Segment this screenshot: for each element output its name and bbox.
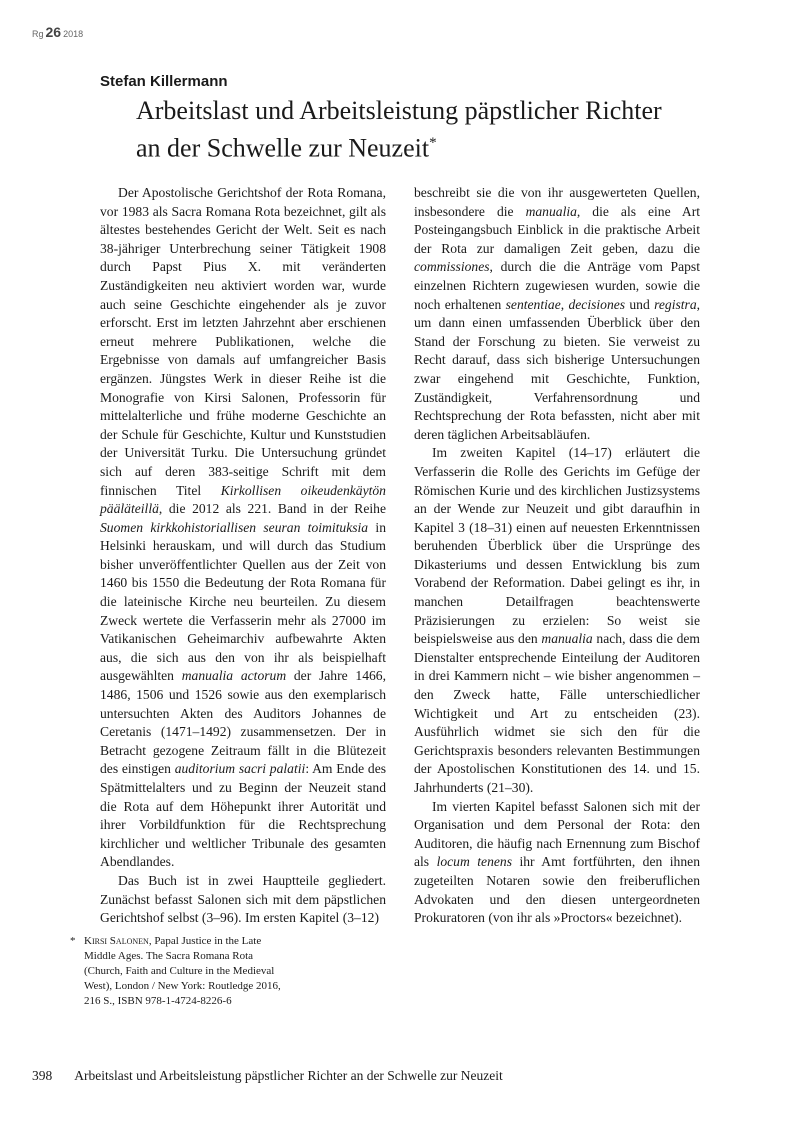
footnote-text: , Papal Justice in the Late Middle Ages. The Sacra Romana Rota (Church, Faith and Culture in the Medieval West), London / New York: Routledge 2016, 216 S., ISBN 978-1-4724-8226-6 [84, 935, 281, 1007]
paragraph [414, 798, 700, 928]
volume-number: 26 [45, 24, 62, 40]
italic-term: manualia actorum [181, 668, 287, 684]
footnote-author: Kirsi Salonen [84, 935, 149, 947]
text-run: nach, dass die dem Dienstalter entsprechende Einteilung der Auditoren in drei Kammern nicht – wie bisher angenommen – den Zweck hatte, Fälle unterschiedlicher Wichtigkeit und Art zu entscheiden (23). Ausführlich widmet sie sich den für die Gerichtspraxis besonders relevanten Bestimmungen der Apostolischen Konstitutionen des 14. und 15. Jahrhunderts (21–30). [414, 631, 701, 795]
text-column-right [414, 184, 700, 928]
italic-term: decisiones [568, 296, 626, 312]
paragraph: Das Buch ist in zwei Hauptteile gegliedert. Zunächst befasst Salonen sich mit dem päpstlichen Gerichtshof selbst (3–96). Im ersten Kapitel (3–12) [100, 872, 386, 926]
italic-term: commissiones [414, 259, 490, 275]
title-line-1: Arbeitslast und Arbeitsleistung päpstlicher Richter [136, 96, 662, 125]
italic-term: registra [654, 296, 697, 312]
title-line-2: an der Schwelle zur Neuzeit [136, 133, 430, 163]
italic-title: Kirkollisen oikeudenkäytön pääläteillä [100, 482, 386, 517]
paragraph [100, 184, 386, 872]
text-run: und [625, 296, 655, 312]
italic-term: manualia [541, 631, 593, 647]
text-run: , durch die die Anträge vom Papst einzelnen Richtern zugewiesen wurden, sowie die noch erhaltenen [414, 259, 700, 312]
journal-prefix: Rg [32, 29, 44, 39]
journal-year: 2018 [63, 29, 84, 39]
italic-term: locum tenens [436, 854, 512, 870]
footnote-mark: * [70, 935, 76, 947]
page-number: 398 [32, 1068, 53, 1083]
text-run: in Helsinki herauskam, und will durch das Studium bisher unveröffentlichter Quellen aus der Zeit von 1460 bis 1550 die Bedeutung der Rota Romana für die lateinische Kirche neu beurteilen. Zu diesem Zweck wertete die Verfasserin mehr als 27000 im Vatikanischen Geheimarchiv aufbewahrte Akten aus, die sich aus den von ihr als beispielhaft ausgewählten [100, 519, 386, 684]
footnote-body [84, 934, 290, 1009]
text-run: , die als eine Art Posteingangsbuch Einblick in die praktische Arbeit der Rota zur damaligen Zeit geben, dazu die [414, 203, 700, 256]
text-run: Der Apostolische Gerichtshof der Rota Romana, vor 1983 als Sacra Romana Rota bezeichnet, gilt als ältestes bestehendes Gericht der Welt. Seit es nach 38-jähriger Unterbrechung seiner Tätigkeit 1908 durch Papst Pius X. mit veränderten Zuständigkeiten neu aktiviert worden war, wurde auch seine Geschichte eingehender als je zuvor erforscht. Erst im letzten Jahrzehnt aber erschienen erneut mehrere Publikationen, welche die Ergebnisse von damals auf umfangreicher Basis ergänzen. Jüngstes Werk in dieser Reihe ist die Monografie von Kirsi Salonen, Professorin für mittelalterliche und frühe moderne Geschichte an der Schule für Geschichte, Kultur und Kunststudien der Universität Turku. Die Untersuchung gründet sich auf deren 383-seitige Schrift mit dem finnischen Titel [100, 185, 386, 498]
text-run: ihr Amt fortführten, den ihnen zugeteilten Notaren sowie den freiberuflichen Advokaten und den diesen untergeordneten Prokuratoren (von ihr als »Proctors« bezeichnet). [414, 854, 700, 926]
paragraph [414, 444, 700, 797]
text-run: beschreibt sie die von ihr ausgewerteten Quellen, insbesondere die [414, 185, 700, 219]
footnote [70, 934, 290, 1009]
italic-term: manualia [525, 203, 577, 219]
text-run: : Am Ende des Spätmittelalters und zu Beginn der Neuzeit stand die Rota auf dem Höhepunkt ihrer Autorität und ihrer Vorbildfunktion für die Rechtsprechung kirchlicher und weltlicher Tribunale des gesamten Abendlandes. [100, 761, 387, 870]
footnote-marker: * [429, 135, 437, 151]
page-footer [32, 1068, 503, 1084]
italic-term: auditorium sacri palatii [174, 761, 306, 777]
running-title: Arbeitslast und Arbeitsleistung päpstlicher Richter an der Schwelle zur Neuzeit [74, 1068, 503, 1083]
italic-series: Suomen kirkkohistoriallisen seuran toimituksia [100, 519, 369, 535]
text-run: der Jahre 1466, 1486, 1506 und 1526 sowie aus den exemplarisch untersuchten Akten des Auditors Johannes de Ceretanis (1471–1492) zusammensetzen. Der in Betracht gezogene Zeitraum fällt in die Blütezeit des einstigen [100, 668, 386, 777]
text-run: , die 2012 als 221. Band in der Reihe [158, 501, 386, 517]
italic-term: sententiae [505, 296, 561, 312]
article-title [136, 94, 776, 165]
review-author: Stefan Killermann [100, 73, 228, 90]
text-run: Im vierten Kapitel befasst Salonen sich mit der Organisation und dem Personal der Rota: den Auditoren, die häufig nach Ernennung zum Bischof als [414, 798, 700, 870]
text-column-left [100, 184, 386, 928]
paragraph [414, 184, 700, 444]
text-run: Im zweiten Kapitel (14–17) erläutert die Verfasserin die Rolle des Gerichts im Gefüge der Römischen Kurie und des kirchlichen Justizsystems an der Wende zur Neuzeit und gibt daraufhin in Kapitel 3 (18–31) einen auf neuesten Erkenntnissen beruhenden Überblick über die Ursprünge des Dikasteriums und dessen Entwicklung bis zum Vorabend der Reformation. Dabei gelingt es ihr, in manchen Detailfragen beachtenswerte Präzisierungen zu erzielen: So weist sie beispielsweise aus den [414, 445, 700, 647]
text-run: , [560, 296, 569, 312]
text-run: , um dann einen umfassenden Überblick über den Stand der Forschung zu bieten. Sie verweist zu Recht darauf, dass sich bisherige Untersuchungen zwar eingehend mit Geschichte, Funktion, Zuständigkeit, Verfahrensordnung und Rechtsprechung der Rota befassten, nicht aber mit deren täglichen Arbeitsabläufen. [414, 296, 701, 442]
journal-header [32, 24, 83, 40]
